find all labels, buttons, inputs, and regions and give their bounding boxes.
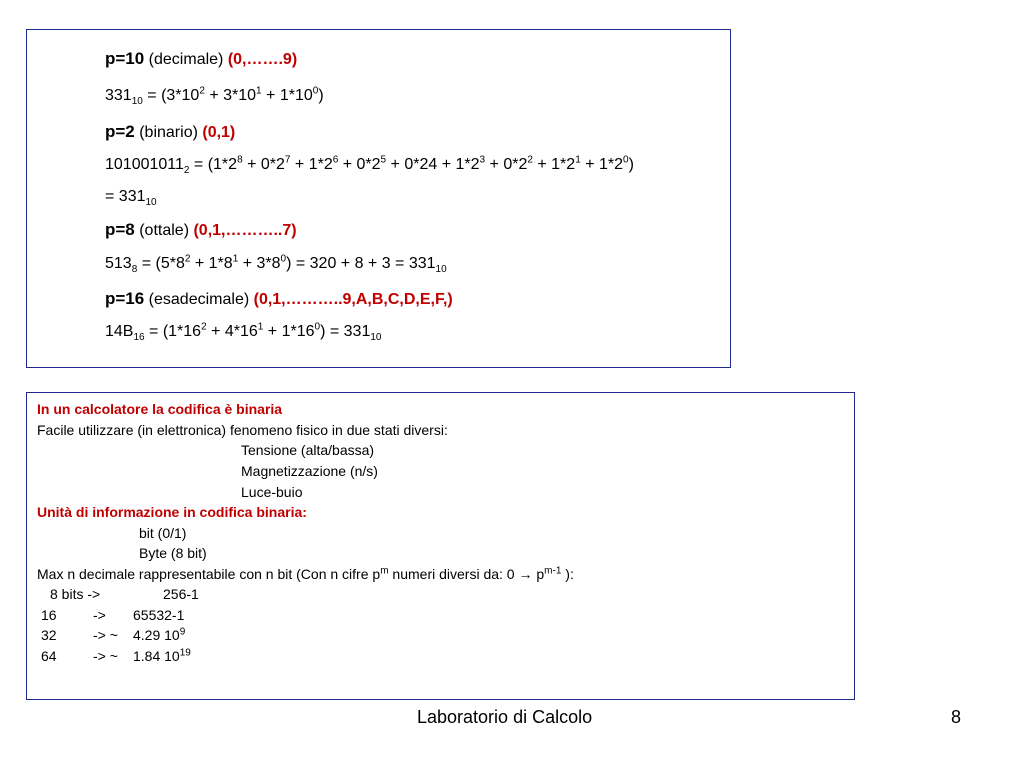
table-value: 256-1	[163, 586, 199, 602]
base2-result: = $331_{10}$	[105, 188, 157, 209]
table-row: 8 bits ->	[50, 586, 101, 602]
table-arrow: ->	[93, 607, 106, 623]
table-row: 32	[41, 627, 57, 643]
base10-heading: p=10 (decimale) (0,…….9)	[105, 49, 298, 68]
state-item: Magnetizzazione (n/s)	[241, 463, 378, 479]
table-value: 4.29 $10^9$	[133, 626, 186, 643]
base8-heading: p=8 (ottale) (0,1,………..7)	[105, 220, 297, 239]
state-item: Tensione (alta/bassa)	[241, 442, 375, 458]
table-value: 1.84 $10^{19}$	[133, 647, 191, 664]
right-arrow-icon: →	[518, 566, 533, 582]
table-arrow: -> ~	[93, 648, 118, 664]
binary-encoding-box	[26, 392, 855, 700]
base2-equation: $101001011_2 = (1*2^8 + 0*2^7 + 1*2^6 + 0*2^5 + 0*24 + 1*2^3 + 0*2^2 + 1*2^1 + 1*2^0)$	[105, 154, 634, 177]
unit-title: Unità di informazione in codifica binaria:	[37, 504, 307, 520]
table-value: 65532-1	[133, 607, 185, 623]
table-arrow: -> ~	[93, 627, 118, 643]
state-item: Luce-buio	[241, 484, 303, 500]
base10-equation: $331_{10} = (3*10^2 + 3*10^1 + 1*10^0)$	[105, 85, 324, 108]
base8-equation: $513_8 = (5*8^2 + 1*8^1 + 3*8^0) = 320 + 8 + 3 = 331_{10}$	[105, 253, 447, 276]
bases-box	[26, 29, 731, 368]
table-row: 16	[41, 607, 57, 623]
max-decimal-line: Max n decimale rappresentabile con n bit (Con n cifre $p^m$ numeri diversi da: $0 \to p^{m-1}$ ):	[37, 565, 574, 582]
unit-item: Byte (8 bit)	[139, 545, 207, 561]
page-number: 8	[951, 707, 962, 727]
base16-heading: p=16 (esadecimale) (0,1,………..9,A,B,C,D,E,F,)	[105, 289, 453, 308]
base16-equation: $14B_{16} = (1*16^2 + 4*16^1 + 1*16^0) = 331_{10}$	[105, 321, 382, 344]
base2-heading: p=2 (binario) (0,1)	[105, 122, 236, 141]
footer-title: Laboratorio di Calcolo	[417, 707, 593, 727]
binary-title: In un calcolatore la codifica è binaria	[37, 401, 283, 417]
electronics-line: Facile utilizzare (in elettronica) fenomeno fisico in due stati diversi:	[37, 422, 448, 438]
unit-item: bit (0/1)	[139, 525, 187, 541]
table-row: 64	[41, 648, 57, 664]
